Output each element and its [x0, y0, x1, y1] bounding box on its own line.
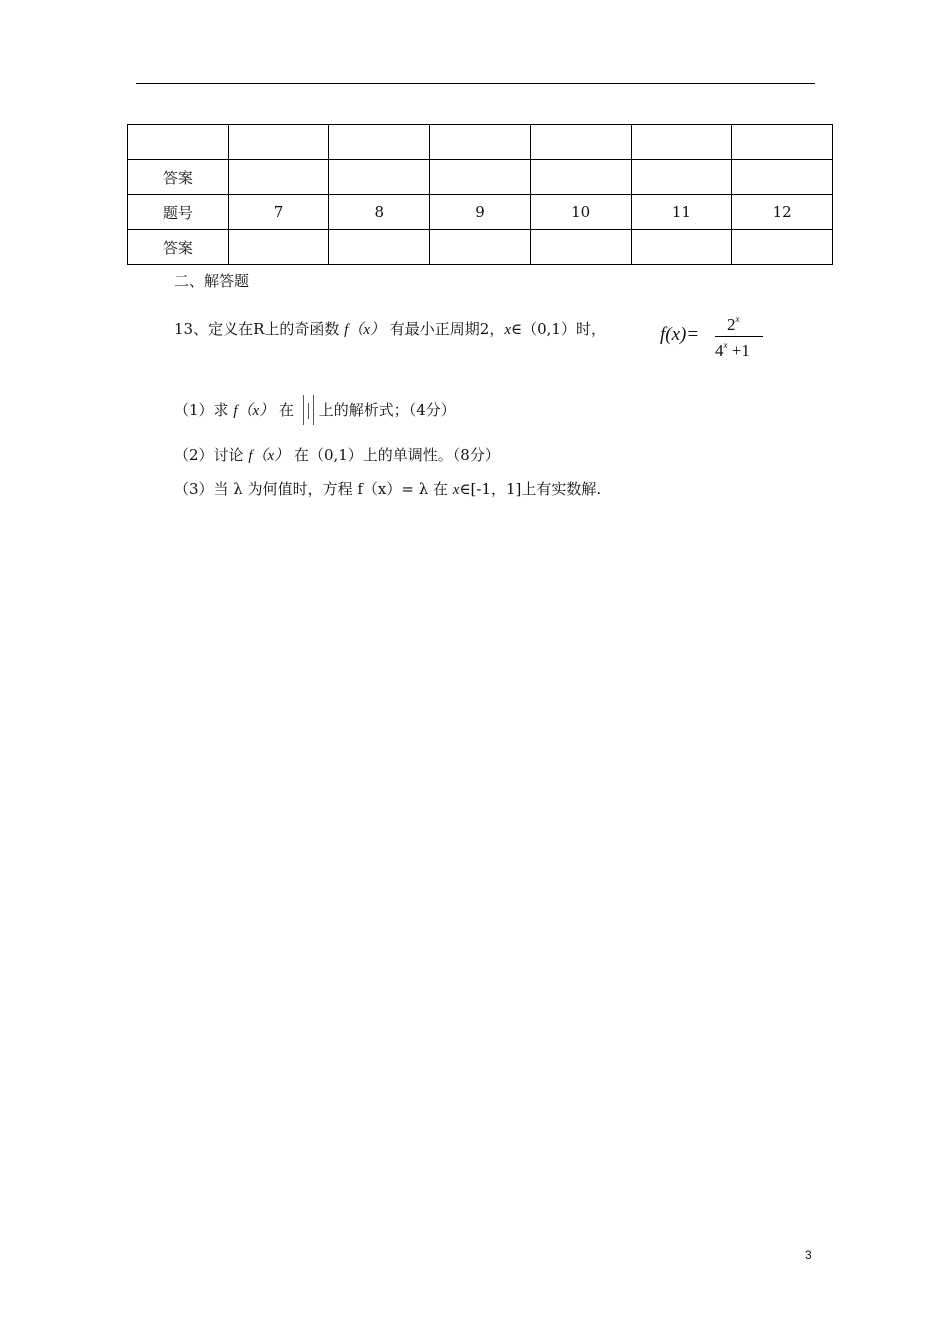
- table-cell: 10: [530, 195, 631, 230]
- sub-question-1: [174, 395, 456, 425]
- table-cell: 9: [430, 195, 531, 230]
- table-row-label: [128, 125, 229, 160]
- table-cell: [530, 160, 631, 195]
- sub-question-2-fx: f（x）: [248, 448, 290, 464]
- formula-denominator: [715, 340, 750, 361]
- denominator-base: 4: [715, 341, 724, 360]
- table-cell: [631, 230, 732, 265]
- sub-question-3-tail: ∈[-1，1]上有实数解.: [459, 480, 602, 498]
- problem-13-x: x: [504, 322, 511, 338]
- table-row-label: 答案: [128, 160, 229, 195]
- table-cell: [631, 160, 732, 195]
- table-cell: [228, 160, 329, 195]
- sub-question-2-tail: 在（0,1）上的单调性。（8分）: [293, 446, 500, 464]
- table-cell: [530, 125, 631, 160]
- sub-question-1-tail: 上的解析式；（4分）: [318, 401, 456, 419]
- section-heading: 二、解答题: [174, 272, 250, 290]
- table-cell: [430, 160, 531, 195]
- table-cell: [430, 125, 531, 160]
- sub-question-1-fx: f（x）: [233, 403, 275, 419]
- problem-13-prefix: 13、定义在R上的奇函数: [174, 320, 340, 338]
- numerator-base: 2: [727, 315, 736, 334]
- sub-question-3-x: x: [452, 482, 460, 498]
- denominator-tail: +1: [731, 341, 750, 360]
- problem-13-statement: [174, 318, 606, 339]
- table-cell: [732, 125, 833, 160]
- formula-lhs: f(x)=: [660, 324, 700, 345]
- table-cell: [329, 230, 430, 265]
- table-cell: [430, 230, 531, 265]
- table-row: [128, 160, 833, 195]
- sub-question-1-lead: （1）求: [174, 401, 229, 419]
- table-cell: 11: [631, 195, 732, 230]
- sub-question-3-lead: （3）当 λ 为何值时，方程 f（x）= λ 在: [174, 480, 448, 498]
- answer-table: [127, 124, 833, 265]
- problem-13-domain: ∈（0,1）时，: [511, 320, 606, 338]
- table-cell: [228, 230, 329, 265]
- header-rule: [136, 83, 815, 84]
- table-cell: [530, 230, 631, 265]
- page-number: 3: [805, 1248, 812, 1262]
- denominator-exponent: x: [723, 340, 728, 350]
- table-cell: 12: [732, 195, 833, 230]
- sub-question-3: [174, 478, 601, 499]
- problem-13-fx: f（x）: [344, 322, 385, 338]
- table-cell: 7: [228, 195, 329, 230]
- interval-placeholder-image: [301, 395, 317, 425]
- numerator-exponent: x: [735, 314, 740, 324]
- sub-question-2: [174, 444, 500, 465]
- table-row: [128, 125, 833, 160]
- problem-13-middle: 有最小正周期2，: [389, 320, 505, 338]
- table-row-label: 答案: [128, 230, 229, 265]
- table-cell: [732, 160, 833, 195]
- table-cell: 8: [329, 195, 430, 230]
- table-cell: [228, 125, 329, 160]
- sub-question-1-in: 在: [278, 401, 294, 419]
- function-formula: [660, 312, 770, 364]
- table-cell: [631, 125, 732, 160]
- table-cell: [329, 125, 430, 160]
- sub-question-2-lead: （2）讨论: [174, 446, 244, 464]
- fraction-bar: [715, 336, 763, 337]
- table-row-label: 题号: [128, 195, 229, 230]
- table-cell: [329, 160, 430, 195]
- table-row: [128, 230, 833, 265]
- formula-numerator: [727, 314, 740, 335]
- table-cell: [732, 230, 833, 265]
- table-row: [128, 195, 833, 230]
